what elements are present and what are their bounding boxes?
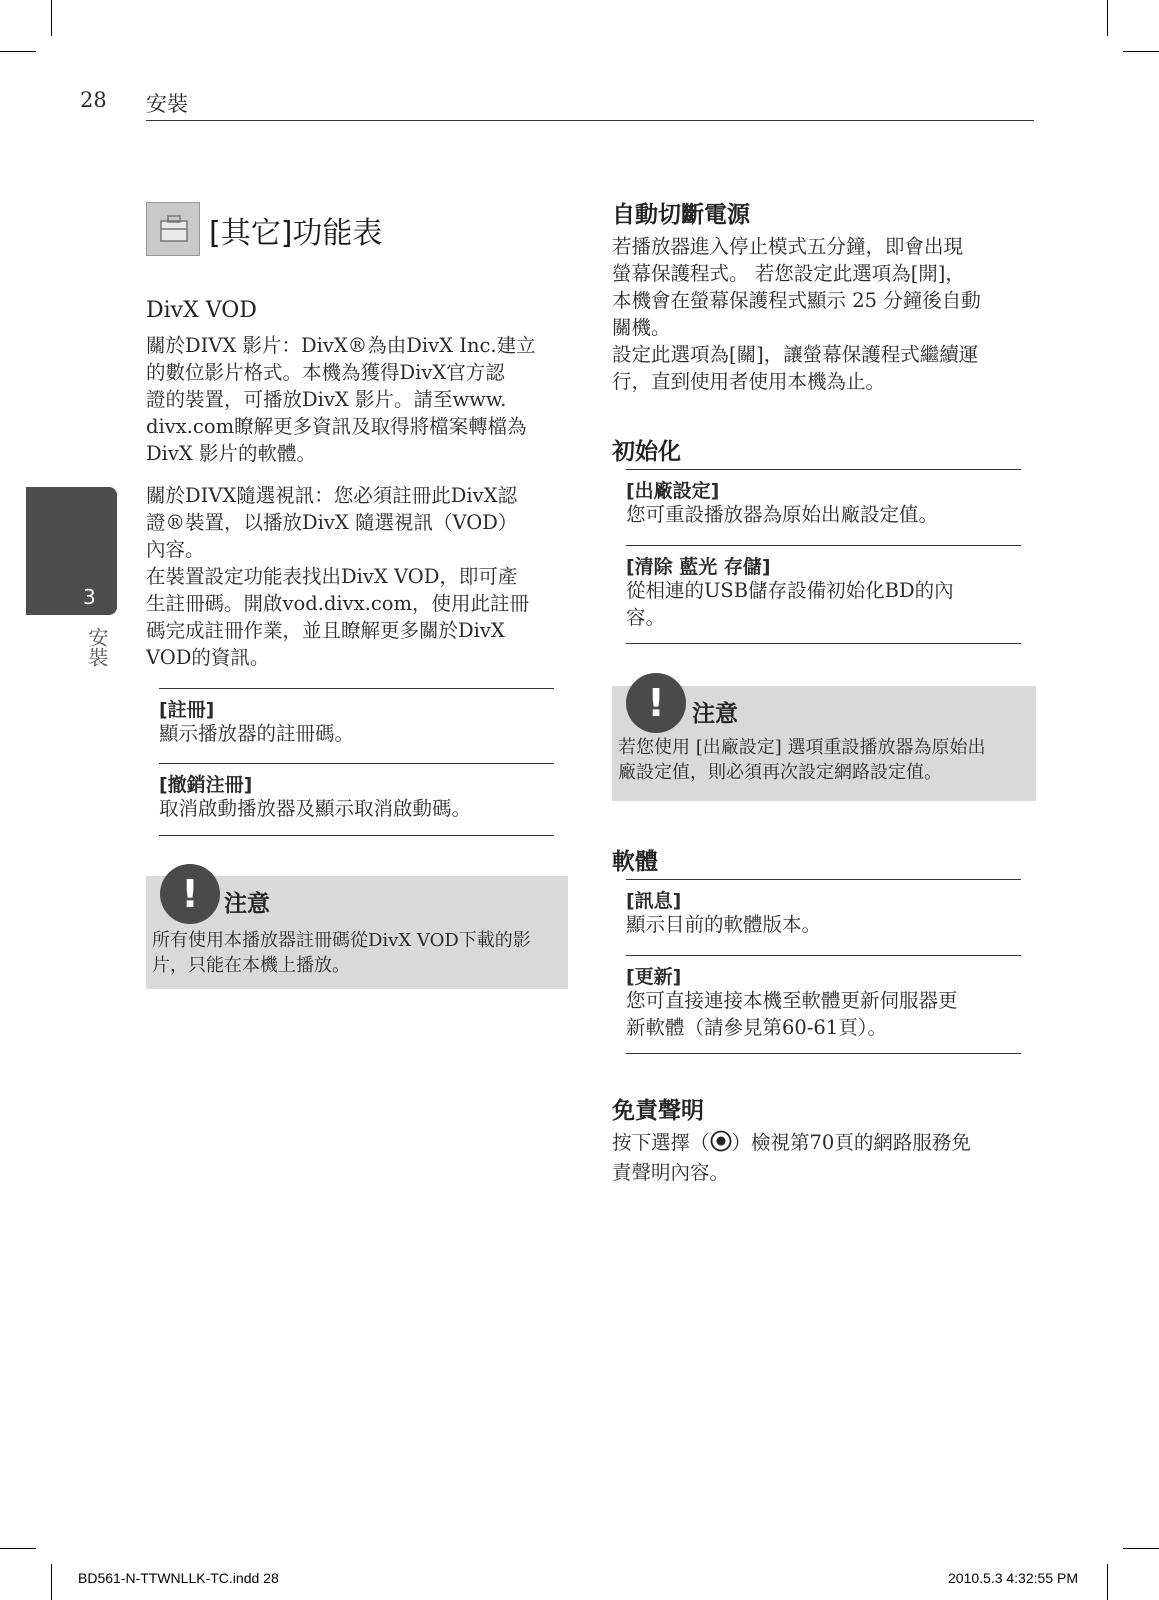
text-line: 證®裝置，以播放DivX 隨選視訊（VOD）: [146, 511, 518, 534]
initialize-heading: 初始化: [612, 439, 681, 465]
crop-mark: [0, 1548, 36, 1549]
divx-paragraph-1: [146, 332, 536, 467]
disclaimer-heading: 免責聲明: [612, 1098, 704, 1124]
update-item-text: [626, 987, 958, 1041]
factory-reset-text: 您可重設播放器為原始出廠設定值。: [626, 503, 939, 526]
text-line: 關於DIVX 影片：DivX®為由DivX Inc.建立: [146, 334, 536, 357]
text-fragment: 按下選擇（: [612, 1131, 710, 1154]
exclamation-icon: !: [160, 864, 220, 924]
text-line: 廠設定值，則必須再次設定網路設定值。: [618, 762, 942, 783]
footer-timestamp: 2010.5.3 4:32:55 PM: [948, 1570, 1078, 1586]
clear-bd-storage-text: [626, 577, 954, 631]
crop-mark: [1107, 1564, 1108, 1600]
text-line: 行，直到使用者使用本機為止。: [612, 370, 886, 393]
disclaimer-text: [612, 1129, 971, 1186]
text-line: 您可直接連接本機至軟體更新伺服器更: [626, 989, 958, 1012]
text-line: 若播放器進入停止模式五分鐘，即會出現: [612, 235, 964, 258]
info-item-text: 顯示目前的軟體版本。: [626, 913, 822, 936]
text-line: [612, 1129, 971, 1159]
text-line: 容。: [626, 606, 666, 629]
text-line: 設定此選項為[關]，讓螢幕保護程式繼續運: [612, 343, 979, 366]
text-line: 證的裝置，可播放DivX 影片。請至www.: [146, 388, 507, 411]
item-rule: [626, 469, 1021, 470]
crop-mark: [1123, 51, 1159, 52]
update-item-title: [更新]: [626, 966, 682, 988]
software-heading: 軟體: [612, 849, 658, 875]
text-line: 從相連的USB儲存設備初始化BD的內: [626, 579, 954, 602]
text-line: DivX 影片的軟體。: [146, 442, 316, 465]
enter-button-icon: [710, 1130, 732, 1159]
note-text: [152, 928, 531, 978]
text-line: 責聲明內容。: [612, 1161, 730, 1184]
text-line: 關機。: [612, 316, 671, 339]
text-line: 本機會在螢幕保護程式顯示 25 分鐘後自動: [612, 289, 981, 312]
chapter-number: 3: [83, 585, 96, 609]
item-rule: [626, 955, 1021, 956]
item-rule: [626, 545, 1021, 546]
factory-reset-title: [出廠設定]: [626, 480, 720, 502]
text-line: 片，只能在本機上播放。: [152, 955, 350, 976]
text-line: 在裝置設定功能表找出DivX VOD，即可產: [146, 565, 518, 588]
divx-vod-heading: DivX VOD: [146, 298, 257, 323]
crop-mark: [1123, 1548, 1159, 1549]
note-title: 注意: [692, 701, 738, 727]
auto-off-heading: 自動切斷電源: [612, 202, 750, 228]
note-title: 注意: [224, 891, 270, 917]
auto-off-text: [612, 233, 981, 395]
crop-mark: [0, 51, 36, 52]
crop-mark: [1107, 0, 1108, 36]
text-line: VOD的資訊。: [146, 646, 270, 669]
header-section-title: 安裝: [146, 92, 188, 116]
item-rule: [626, 879, 1021, 880]
divx-paragraph-2: [146, 482, 529, 671]
info-item-title: [訊息]: [626, 890, 682, 912]
text-line: 關於DIVX隨選視訊：您必須註冊此DivX認: [146, 484, 518, 507]
text-fragment: ）檢視第70頁的網路服務免: [731, 1131, 971, 1154]
text-line: 所有使用本播放器註冊碼從DivX VOD下載的影: [152, 930, 531, 951]
header-rule: [146, 120, 1034, 121]
chapter-label: 安裝: [85, 627, 109, 667]
text-line: 內容。: [146, 538, 205, 561]
exclamation-icon: !: [626, 673, 686, 733]
crop-mark: [51, 1564, 52, 1600]
note-text: [618, 735, 986, 785]
chapter-tab: [26, 487, 117, 615]
section-title: [其它]功能表: [209, 216, 383, 251]
deregister-item-text: 取消啟動播放器及顯示取消啟動碼。: [159, 797, 472, 820]
toolbox-icon: [146, 202, 200, 256]
register-item-title: [註冊]: [159, 699, 215, 721]
clear-bd-storage-title: [清除 藍光 存儲]: [626, 556, 771, 578]
page-number: 28: [80, 88, 107, 112]
item-rule: [159, 688, 554, 689]
text-line: divx.com瞭解更多資訊及取得將檔案轉檔為: [146, 415, 527, 438]
text-line: 新軟體（請參見第60-61頁）。: [626, 1016, 887, 1039]
text-line: 的數位影片格式。本機為獲得DivX官方認: [146, 361, 505, 384]
text-line: 生註冊碼。開啟vod.divx.com，使用此註冊: [146, 592, 530, 615]
deregister-item-title: [撤銷注冊]: [159, 774, 253, 796]
text-line: 碼完成註冊作業，並且瞭解更多關於DivX: [146, 619, 505, 642]
register-item-text: 顯示播放器的註冊碼。: [159, 722, 355, 745]
item-rule: [626, 1053, 1021, 1054]
text-line: 螢幕保護程式。 若您設定此選項為[開]，: [612, 262, 965, 285]
crop-mark: [51, 0, 52, 36]
footer-filename: BD561-N-TTWNLLK-TC.indd 28: [78, 1570, 279, 1586]
text-line: 若您使用 [出廠設定] 選項重設播放器為原始出: [618, 737, 986, 758]
item-rule: [626, 643, 1021, 644]
item-rule: [159, 835, 554, 836]
item-rule: [159, 763, 554, 764]
